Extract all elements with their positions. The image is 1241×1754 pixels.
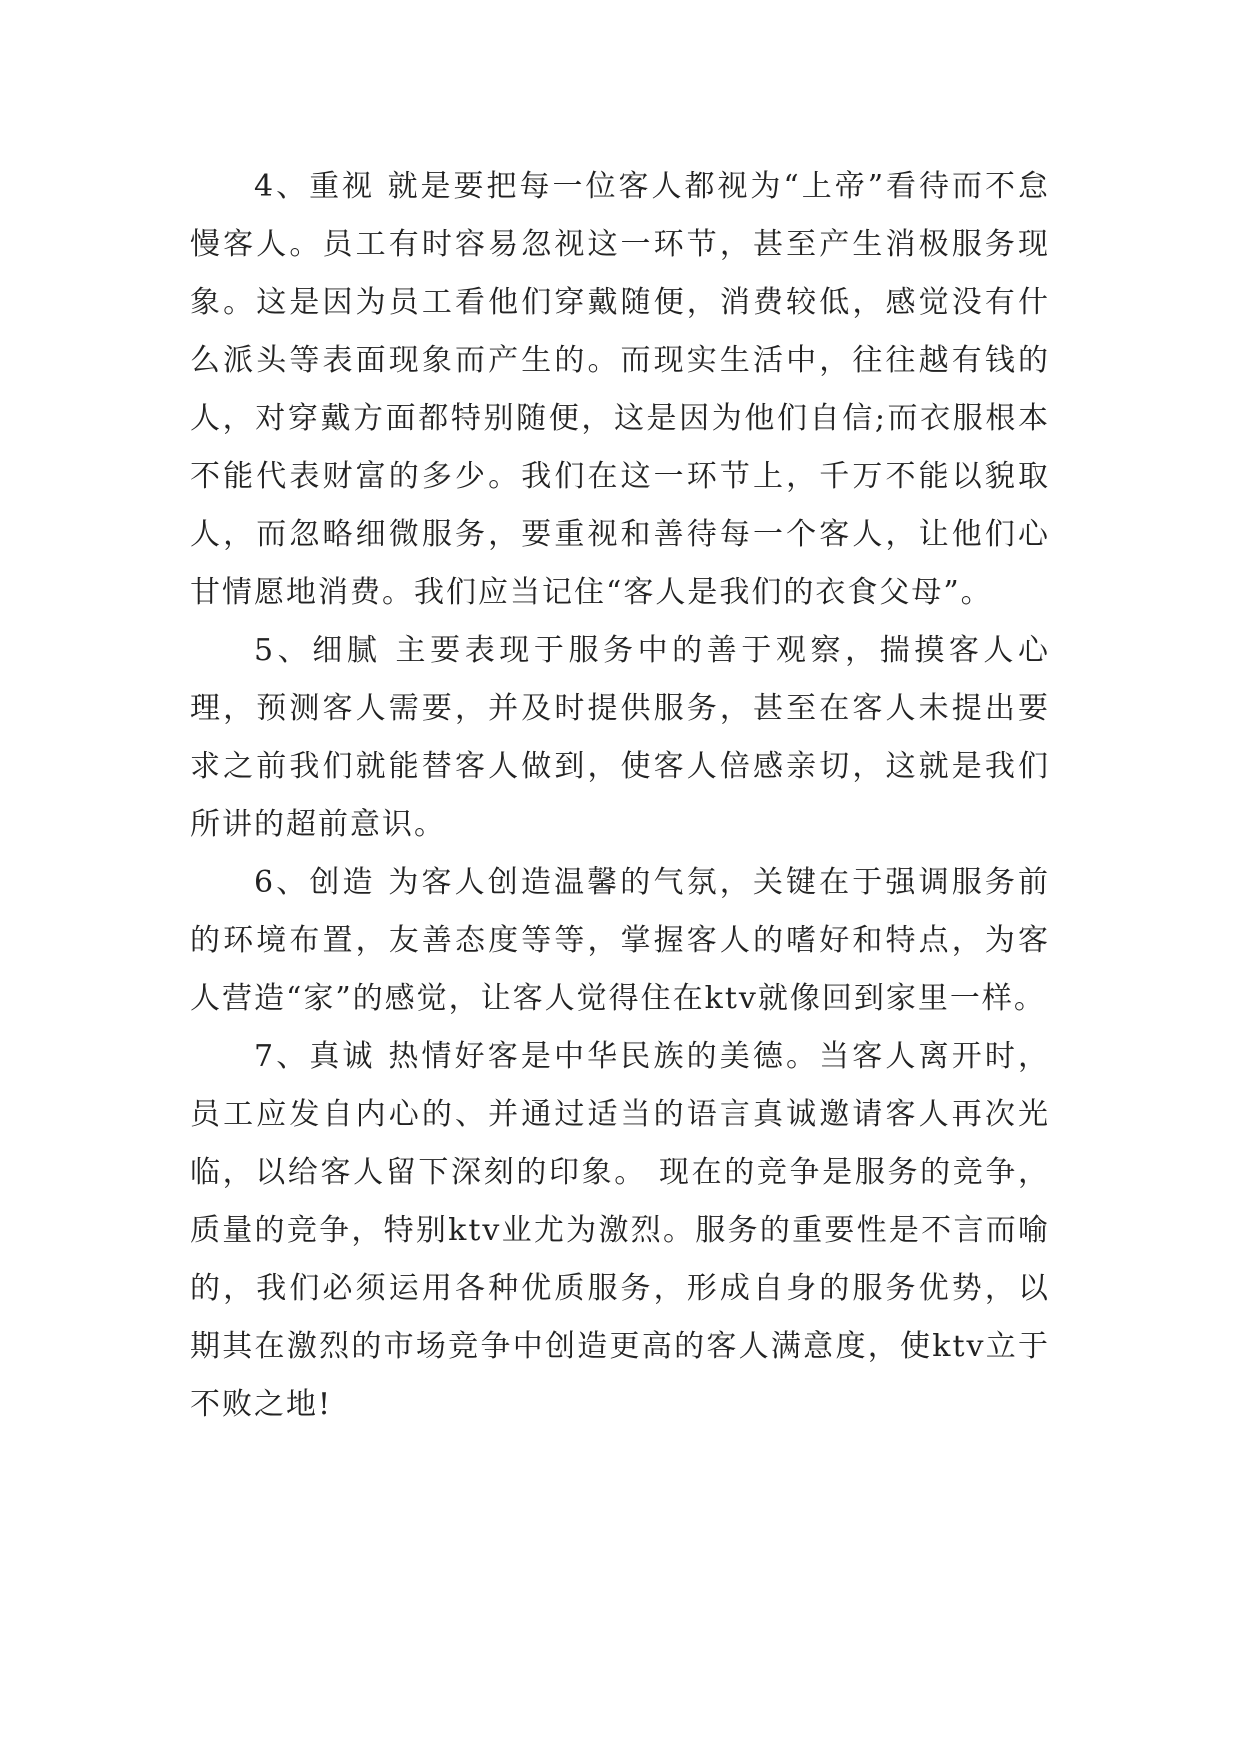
paragraph-7-sincere: 7、真诚 热情好客是中华民族的美德。当客人离开时，员工应发自内心的、并通过适当的语言真诚邀请客人再次光临，以给客人留下深刻的印象。 现在的竞争是服务的竞争，质量的竞争，特别ktv业尤为激烈。服务的重要性是不言而喻的，我们必须运用各种优质服务，形成自身的服务优势，以期其在激烈的市场竞争中创造更高的客人满意度，使ktv立于不败之地! bbox=[190, 1039, 1050, 1422]
document-page bbox=[190, 158, 1050, 1434]
paragraph-6-create: 6、创造 为客人创造温馨的气氛，关键在于强调服务前的环境布置，友善态度等等，掌握客人的嗜好和特点，为客人营造“家”的感觉，让客人觉得住在ktv就像回到家里一样。 bbox=[190, 865, 1050, 1016]
paragraph-4-respect: 4、重视 就是要把每一位客人都视为“上帝”看待而不怠慢客人。员工有时容易忽视这一环节，甚至产生消极服务现象。这是因为员工看他们穿戴随便，消费较低，感觉没有什么派头等表面现象而产生的。而现实生活中，往往越有钱的人，对穿戴方面都特别随便，这是因为他们自信;而衣服根本不能代表财富的多少。我们在这一环节上，千万不能以貌取人，而忽略细微服务，要重视和善待每一个客人，让他们心甘情愿地消费。我们应当记住“客人是我们的衣食父母”。 bbox=[190, 169, 1050, 610]
paragraph-5-attentive: 5、细腻 主要表现于服务中的善于观察，揣摸客人心理，预测客人需要，并及时提供服务，甚至在客人未提出要求之前我们就能替客人做到，使客人倍感亲切，这就是我们所讲的超前意识。 bbox=[190, 633, 1050, 842]
